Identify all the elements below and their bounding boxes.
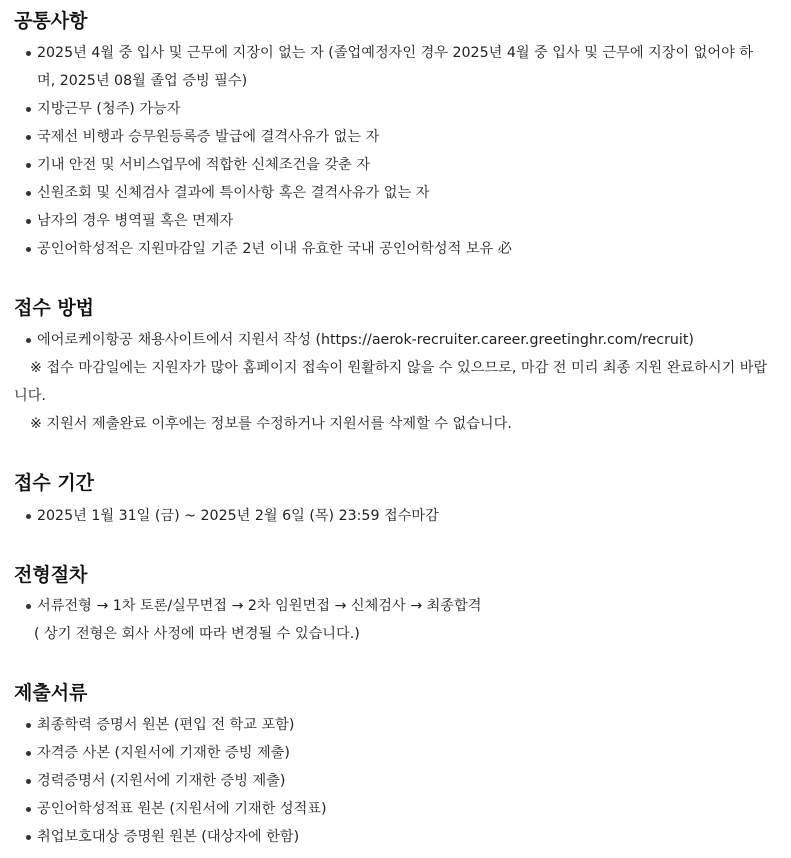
apply-method-note-1-continued: 니다.	[14, 388, 46, 404]
common-requirement-1-continued: 며, 2025년 08월 졸업 증빙 필수)	[37, 73, 248, 89]
required-document-1: 최종학력 증명서 원본 (편입 전 학교 포함)	[37, 717, 295, 733]
apply-method-note-2: ※ 지원서 제출완료 이후에는 정보를 수정하거나 지원서를 삭제할 수 없습니다.	[30, 416, 512, 432]
selection-process-steps: 서류전형 → 1차 토론/실무면접 → 2차 임원면접 → 신체검사 → 최종합격	[37, 598, 482, 614]
bullet-dot	[26, 338, 31, 343]
common-requirement-1: 2025년 4월 중 입사 및 근무에 지장이 없는 자 (졸업예정자인 경우 2025년 4월 중 입사 및 근무에 지장이 없어야 하	[37, 45, 753, 61]
bullet-dot	[26, 163, 31, 168]
required-document-2: 자격증 사본 (지원서에 기재한 증빙 제출)	[37, 745, 290, 761]
bullet-dot	[26, 835, 31, 840]
apply-method-note-1: ※ 접수 마감일에는 지원자가 많아 홈페이지 접속이 원활하지 않을 수 있으므로, 마감 전 미리 최종 지원 완료하시기 바랍	[30, 360, 768, 376]
bullet-dot	[26, 219, 31, 224]
required-document-3: 경력증명서 (지원서에 기재한 증빙 제출)	[37, 773, 286, 789]
bullet-dot	[26, 107, 31, 112]
bullet-dot	[26, 751, 31, 756]
selection-process-heading: 전형절차	[14, 564, 88, 586]
required-document-4: 공인어학성적표 원본 (지원서에 기재한 성적표)	[37, 801, 327, 817]
bullet-dot	[26, 807, 31, 812]
apply-method-item: 에어로케이항공 채용사이트에서 지원서 작성 (https://aerok-recruiter.career.greetinghr.com/recruit)	[37, 332, 694, 348]
bullet-dot	[26, 191, 31, 196]
bullet-dot	[26, 247, 31, 252]
selection-process-note: ( 상기 전형은 회사 사정에 따라 변경될 수 있습니다.)	[34, 626, 360, 642]
bullet-dot	[26, 723, 31, 728]
bullet-dot	[26, 604, 31, 609]
apply-period-heading: 접수 기간	[14, 472, 95, 494]
apply-method-heading: 접수 방법	[14, 297, 95, 319]
common-requirement-3: 국제선 비행과 승무원등록증 발급에 결격사유가 없는 자	[37, 129, 380, 145]
common-requirement-6: 남자의 경우 병역필 혹은 면제자	[37, 213, 234, 229]
common-requirement-5: 신원조회 및 신체검사 결과에 특이사항 혹은 결격사유가 없는 자	[37, 185, 430, 201]
bullet-dot	[26, 514, 31, 519]
common-requirements-heading: 공통사항	[14, 10, 88, 32]
bullet-dot	[26, 779, 31, 784]
required-documents-heading: 제출서류	[14, 682, 88, 704]
required-document-5: 취업보호대상 증명원 원본 (대상자에 한함)	[37, 829, 300, 845]
bullet-dot	[26, 135, 31, 140]
common-requirement-4: 기내 안전 및 서비스업무에 적합한 신체조건을 갖춘 자	[37, 157, 371, 173]
common-requirement-7: 공인어학성적은 지원마감일 기준 2년 이내 유효한 국내 공인어학성적 보유 必	[37, 241, 512, 257]
bullet-dot	[26, 51, 31, 56]
apply-period-item: 2025년 1월 31일 (금) ~ 2025년 2월 6일 (목) 23:59 접수마감	[37, 508, 439, 524]
common-requirement-2: 지방근무 (청주) 가능자	[37, 101, 181, 117]
